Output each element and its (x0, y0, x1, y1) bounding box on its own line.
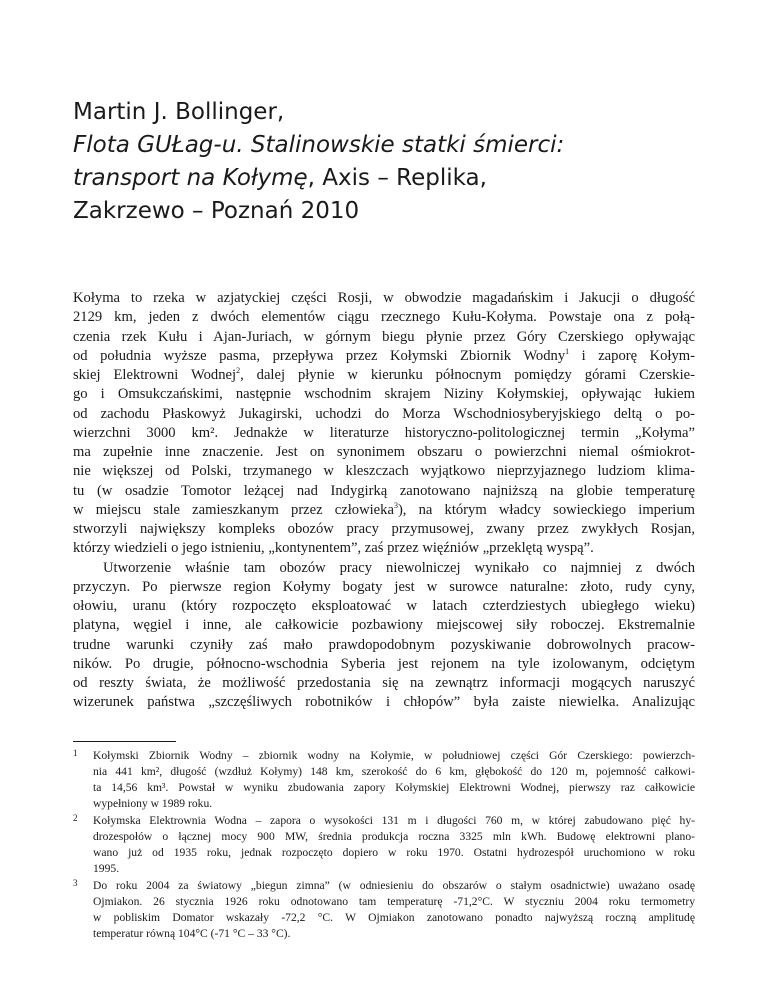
footnote-number: 2 (73, 813, 78, 823)
text-line: tu (w osadzie Tomotor leżącej nad Indygirką zanotowano najniższą na globie temperaturę (73, 482, 695, 499)
author-line: Martin J. Bollinger, (73, 99, 285, 125)
footnote-2 (73, 813, 695, 877)
text-line: wizerunek państwa „szczęśliwych robotników i chłopów” była zaiste niewielka. Analizując (73, 694, 695, 711)
book-title-italic-1: Flota GUŁag-u. Stalinowskie statki śmierci: (73, 132, 565, 158)
paragraph-1 (73, 289, 695, 559)
text-line: przyczyn. Po pierwsze region Kołymy bogaty jest w surowce naturalne: złoto, rudy cyny, (73, 578, 695, 595)
footnote-line: ta 14,56 km³. Powstał w wyniku zbudowania zapory Kołymskiej Elektrowni Wodnej, pierwszy raz całkowicie (93, 781, 695, 794)
footnote-ref-1: 1 (565, 346, 570, 356)
publisher-name: , Axis – Replika, (307, 165, 487, 191)
text-line: ołowiu, uranu (który rozpoczęto eksploatować w latach czterdziestych ubiegłego wieku) (73, 598, 695, 614)
text-line (73, 347, 695, 366)
review-title (73, 96, 713, 228)
text-line (73, 501, 695, 520)
text-line: wierzchni 3000 km². Jednakże w literaturze historyczno-politologicznej termin „Kołyma” (73, 424, 695, 441)
book-title-italic-2: transport na Kołymę (73, 165, 308, 191)
footnotes (73, 748, 695, 943)
text-line: ników. Po drugie, północno-wschodnia Syberia jest rejonem na tyle izolowanym, odciętym (73, 655, 695, 672)
footnote-ref-3: 3 (393, 500, 398, 510)
footnote-line: Kołymska Elektrownia Wodna – zapora o wysokości 131 m i długości 760 m, w której zabudowano pięć hy- (93, 814, 695, 827)
text-span: ), na którym władcy sowieckiego imperium (397, 501, 696, 518)
footnote-line: Do roku 2004 za światowy „biegun zimna” (w odniesieniu do obszarów o stałym osadnictwie) uważano osadę (93, 879, 695, 892)
footnote-line: w pobliskim Domator wskazały -72,2 °C. W Ojmiakon zanotowano ponadto najwyższą roczną amplitudę (93, 911, 695, 924)
text-span: , dalej płynie w kierunku północnym pomiędzy górami Czerskie- (240, 367, 695, 383)
text-line: Utworzenie właśnie tam obozów pracy niewolniczej wynikało co najmniej z dwóch (103, 559, 695, 576)
footnote-number: 3 (73, 878, 78, 888)
text-line (73, 366, 695, 385)
text-line: trudne warunki czyniły zaś mało prawdopodobnym pozyskiwanie dobrowolnych pracow- (73, 636, 695, 653)
footnote-number: 1 (73, 748, 78, 758)
footnote-line: Kołymski Zbiornik Wodny – zbiornik wodny na Kołymie, w południowej części Gór Czerskiego: powierzch- (93, 749, 695, 762)
footnote-line: nia 441 km², długość (wzdłuż Kołymy) 148 km, szerokość do 6 km, głębokość do 120 m, pojemność całkowi- (93, 765, 695, 778)
text-line: nie większej od Polski, trzymanego w kleszczach wyjątkowo nieprzyjaznego ludziom klima- (73, 463, 695, 480)
text-line: ma zupełnie inne znaczenie. Jest on synonimem obszaru o powierzchni niemal ośmiokrot- (73, 444, 695, 460)
paragraph-2 (73, 559, 695, 713)
footnote-line: Ojmiakon. 26 stycznia 1926 roku odnotowano tam temperaturę -71,2°C. W styczniu 2004 roku termometry (93, 895, 695, 908)
footnote-3 (73, 878, 695, 942)
text-span: i zaporę Kołym- (569, 347, 695, 364)
footnote-line: wypełniony w 1989 roku. (93, 797, 213, 810)
text-line: którzy wiedzieli o jego istnieniu, „kontynentem”, zaś przez więźniów „przeklętą wyspą”. (73, 540, 594, 557)
publisher-location-line: Zakrzewo – Poznań 2010 (73, 198, 360, 224)
footnote-divider (73, 741, 176, 742)
text-line: platyna, węgiel i inne, ale całkowicie pozbawiony miejscowej siły roboczej. Ekstremalnie (73, 617, 695, 634)
text-line: od zachodu Płaskowyż Jukagirski, uchodzi do Morza Wschodniosyberyjskiego deltą o po- (73, 405, 695, 422)
text-line: stworzyli największy kompleks obozów pracy przymusowej, zwany przez zwykłych Rosjan, (73, 521, 695, 537)
text-line: od reszty świata, że możliwość przedostania się na zewnątrz informacji mogących naruszyć (73, 675, 695, 691)
text-span: skiej Elektrowni Wodnej (73, 367, 237, 383)
text-line: go i Omsukczańskimi, następnie wschodnim skrajem Niziny Kołymskiej, opływając łukiem (73, 386, 695, 403)
text-span: od południa wyższe pasma, przepływa przez Kołymski Zbiornik Wodny (73, 347, 566, 364)
footnote-ref-2: 2 (236, 366, 241, 375)
book-title-line-1 (73, 129, 713, 162)
footnote-line: drozespołów o łącznej mocy 900 MW, średnia produkcja roczna 3325 mln kWh. Budowę elektrowni plano- (93, 830, 695, 843)
text-line: czenia rzek Kułu i Ajan-Juriach, w górnym biegu płynie przez Góry Czerskiego opływając (73, 328, 695, 345)
text-line: 2129 km, jeden z dwóch elementów ciągu rzecznego Kułu-Kołyma. Powstaje ona z połą- (73, 309, 695, 326)
footnote-1 (73, 748, 695, 812)
footnote-line: temperatur równą 104°C (-71 °C – 33 °C). (93, 927, 291, 940)
body-text (73, 289, 695, 713)
text-span: w miejscu stale zamieszkanym przez człowieka (73, 501, 394, 518)
text-line: Kołyma to rzeka w azjatyckiej części Rosji, w obwodzie magadańskim i Jakucji o długość (73, 290, 695, 306)
footnote-line: wano już od 1935 roku, jednak rozpoczęto dopiero w roku 1970. Ostatni hydrozespół uruchomiono w roku (93, 846, 695, 859)
footnote-line: 1995. (93, 862, 120, 875)
book-title-line-2 (73, 162, 713, 195)
